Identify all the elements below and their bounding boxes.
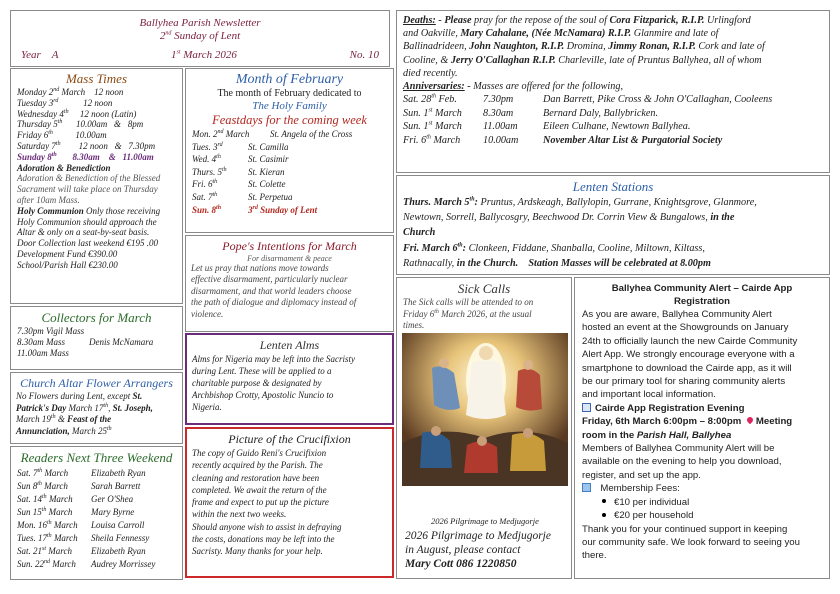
- fee-item: €10 per individual: [582, 496, 822, 509]
- mass-row: Wednesday 4th 12 noon (Latin): [17, 108, 137, 119]
- reader-date: Mon. 16th March: [17, 520, 78, 530]
- sunday-title: 2nd Sunday of Lent: [159, 30, 241, 42]
- reader-date: Sat. 21st March: [17, 546, 72, 556]
- adoration-line: Adoration & Benediction of the Blessed: [17, 173, 161, 184]
- crucifixion-line: the costs, donations may be left into the: [192, 534, 335, 545]
- reader-name: Mary Byrne: [91, 507, 135, 517]
- february-title: Month of February: [235, 72, 344, 87]
- feasts-list: [192, 128, 387, 216]
- anniversary-time: 11.00am: [483, 121, 518, 133]
- collectors-box: [10, 306, 183, 370]
- anniversary-date: Sat. 28th Feb.: [403, 93, 457, 106]
- pope-title: Pope's Intentions for March: [222, 239, 357, 253]
- feast-row: [192, 153, 387, 166]
- alms-line: during Lent. These will be applied to a: [192, 366, 332, 376]
- reader-row: [17, 467, 176, 480]
- sick-calls-box: [396, 277, 572, 579]
- collection-row: Development Fund €390.00: [17, 248, 118, 259]
- crucifixion-line: Should anyone wish to assist in defraying: [192, 521, 342, 532]
- collectors-row: 11.00am Mass: [17, 347, 69, 358]
- anniversary-time: 7.30pm: [483, 94, 514, 106]
- february-box: [185, 68, 394, 233]
- reader-date: Sun 15th March: [17, 507, 73, 517]
- sick-line: times.: [403, 320, 425, 330]
- transfiguration-painting: [402, 333, 568, 486]
- fee-item: €20 per household: [582, 509, 822, 522]
- collectors-row: 7.30pm Vigil Mass: [17, 326, 85, 336]
- alms-line: Alms for Nigeria may be left into the Sacristy: [192, 354, 355, 364]
- feast-row: [192, 178, 387, 191]
- feast-row: [192, 166, 387, 179]
- flowers-title: Church Altar Flower Arrangers: [20, 376, 173, 390]
- reader-date: Sat. 7th March: [17, 468, 69, 478]
- newsletter-title: Ballyhea Parish Newsletter: [139, 17, 261, 29]
- pope-line: disarmament, and that world leaders choose: [191, 285, 352, 296]
- communion-line: Altar & only on a seat-by-seat basis.: [17, 227, 150, 238]
- pilgrimage-text: 2026 Pilgrimage to Medjugorje in August, please contact Mary Cott 086 1220850: [405, 530, 551, 570]
- crucifixion-line: frame and expect to put up the picture: [192, 497, 329, 508]
- pope-line: the path of dialogue and diplomacy instead of: [191, 297, 357, 308]
- feast-row: [192, 191, 387, 204]
- mass-row-sunday: Sunday 8th 8.30am & 11.00am: [17, 151, 154, 162]
- anniversary-name: November Altar List & Purgatorial Society: [543, 135, 723, 146]
- pope-line: violence.: [191, 308, 224, 319]
- alert-title: Ballyhea Community Alert – Cairde App Registration: [611, 283, 793, 307]
- feast-date: Wed. 4th: [192, 154, 221, 165]
- issue-number: No. 10: [349, 49, 379, 61]
- alms-title: Lenten Alms: [259, 338, 320, 352]
- anniversary-row: [403, 120, 823, 134]
- anniversary-row: [403, 93, 823, 107]
- header-box: [10, 10, 390, 67]
- adoration-line: after 10am Mass.: [17, 194, 80, 205]
- crucifixion-line: within the next two weeks.: [192, 509, 287, 520]
- transfiguration-image: [402, 333, 568, 486]
- reader-row: [17, 519, 176, 532]
- sick-title: Sick Calls: [457, 281, 511, 296]
- feast-row: [192, 204, 387, 217]
- feast-date: Thurs. 5th: [192, 166, 227, 177]
- pope-line: Let us pray that nations move towards: [191, 263, 329, 273]
- card-icon: [582, 483, 591, 492]
- reader-name: Elizabeth Ryan: [91, 468, 146, 478]
- february-dedicated: The month of February dedicated to: [217, 88, 362, 99]
- pope-line: effective disarmament, particularly nuclear: [191, 274, 348, 285]
- stations-title: Lenten Stations: [572, 179, 654, 194]
- crucifixion-line: recently acquired by the Parish. The: [192, 460, 323, 471]
- adoration-line: Sacrament will take place on Thursday: [17, 184, 158, 195]
- feast-name: St. Angela of the Cross: [270, 129, 353, 139]
- anniversary-date: Sun. 1st March: [403, 107, 462, 119]
- sick-line: The Sick calls will be attended to on: [403, 297, 534, 307]
- flowers-box: [10, 372, 183, 444]
- adoration-title: Adoration & Benediction: [17, 162, 111, 173]
- holy-family: The Holy Family: [252, 100, 327, 112]
- readers-title: Readers Next Three Weekend: [20, 450, 173, 465]
- feast-date: Sun. 8th: [192, 204, 222, 215]
- feast-row: [192, 128, 387, 141]
- crucifixion-line: cleaning and restoration have been: [192, 472, 320, 483]
- feast-name: 3rd Sunday of Lent: [248, 204, 318, 215]
- reader-name: Ger O'Shea: [91, 494, 134, 504]
- mass-times-title: Mass Times: [65, 71, 128, 86]
- reader-row: [17, 532, 176, 545]
- feast-name: St. Camilla: [248, 141, 289, 152]
- readers-list: [17, 467, 176, 571]
- readers-box: [10, 446, 183, 580]
- calendar-icon: [582, 403, 591, 412]
- anniversary-time: 8.30am: [483, 107, 514, 119]
- anniversary-row: [403, 134, 823, 148]
- feast-date: Fri. 6th: [192, 179, 218, 190]
- feast-name: St. Perpetua: [248, 191, 293, 202]
- mass-row: Friday 6th 10.00am: [17, 130, 107, 141]
- crucifixion-line: completed. We await the return of the: [192, 484, 327, 495]
- location-pin-icon: [746, 416, 754, 424]
- feast-name: St. Kieran: [248, 166, 285, 177]
- communion-line: Holy Communion should approach the: [17, 216, 157, 227]
- anniversary-date: Fri. 6th March: [403, 134, 461, 146]
- reader-name: Audrey Morrissey: [91, 559, 156, 569]
- issue-date: 1st March 2026: [171, 49, 237, 61]
- feast-date: Mon. 2nd March: [192, 129, 250, 139]
- alms-line: Nigeria.: [192, 402, 222, 412]
- reader-date: Sat. 14th March: [17, 494, 73, 504]
- pope-box: [185, 235, 394, 332]
- reader-row: [17, 493, 176, 506]
- pilgrimage-caption: 2026 Pilgrimage to Medjugorje: [402, 516, 568, 526]
- crucifixion-line: Sacristy. Many thanks for your help.: [192, 546, 323, 557]
- anniversary-name: Eileen Culhane, Newtown Ballyhea.: [543, 121, 691, 133]
- alms-box: [185, 333, 394, 425]
- reader-row: [17, 506, 176, 519]
- communion-line: Holy Communion Only those receiving: [17, 205, 161, 216]
- mass-row: Thursday 5th 10.00am & 8pm: [17, 119, 144, 130]
- anniversary-name: Bernard Daly, Ballybricken.: [543, 107, 659, 119]
- alert-body: As you are aware, Ballyhea Community Alert hosted an event at the Showgrounds on January 24th to officially launch the new Cairde Community Alert App. We strongly encourage everyone with a smartphone to download the Cairde app, as it will be our primary tool for sharing community alerts and important local information. Cairde App Registration Evening Friday, 6th March 6:00pm – 8:00pm Meeting room in the Parish Hall, Ballyhea Members of Ballyhea Community Alert will be available on the evening to help you download, register, and set up the app. Membership Fees: €10 per individual €20 per household Thank you for your continued support in keeping our community safe. We look forward to seeing you there.: [582, 308, 822, 563]
- feasts-title: Feastdays for the coming week: [212, 113, 367, 127]
- deaths-box: [396, 10, 830, 173]
- reader-row: [17, 480, 176, 493]
- anniversary-date: Sun. 1st March: [403, 121, 462, 133]
- stations-box: [396, 175, 830, 275]
- crucifixion-title: Picture of the Crucifixion: [228, 432, 351, 446]
- reader-name: Sheila Fennessy: [91, 533, 150, 543]
- mass-row: Monday 2nd March 12 noon: [17, 87, 124, 97]
- feast-row: [192, 141, 387, 154]
- crucifixion-box: [185, 427, 394, 578]
- collectors-title: Collectors for March: [41, 310, 152, 325]
- anniversary-time: 10.00am: [483, 135, 519, 146]
- feast-name: St. Casimir: [248, 154, 289, 165]
- reader-name: Sarah Barrett: [91, 481, 141, 491]
- mass-row: Tuesday 3rd 12 noon: [17, 97, 113, 108]
- pope-subtitle: For disarmament & peace: [247, 254, 332, 263]
- reader-date: Tues. 17th March: [17, 533, 78, 543]
- collection-row: School/Parish Hall €230.00: [17, 259, 118, 270]
- mass-times-list: [17, 87, 176, 271]
- alms-line: Archbishop Crotty, Apostolic Nuncio to: [192, 390, 334, 400]
- mass-times-box: [10, 68, 183, 304]
- reader-row: [17, 545, 176, 558]
- reader-name: Louisa Carroll: [91, 520, 145, 530]
- feast-date: Tues. 3rd: [192, 141, 223, 152]
- alms-line: charitable purpose & designated by: [192, 378, 322, 388]
- deaths-text: Deaths: - Please pray for the repose of the soul of Cora Fitzparick, R.I.P. Urlingford and Oakville, Mary Cahalane, (Née McNamara) R.I.P. Glanmire and late of Ballinadrideen, John Naughton, R.I.P. Dromina, Jimmy Ronan, R.I.P. Cork and late of Cooline, & Jerry O'Callaghan R.I.P. Charleville, late of Pruntus Ballyhea, all of whom died recently. Anniversaries: - Masses are offered for the following,: [403, 15, 765, 93]
- anniversaries-list: [403, 93, 823, 147]
- crucifixion-line: The copy of Guido Reni's Crucifixion: [192, 448, 327, 458]
- reader-date: Sun 8th March: [17, 481, 68, 491]
- sick-line: Friday 6th March 2026, at the usual: [403, 308, 532, 319]
- reader-row: [17, 558, 176, 571]
- reader-date: Sun. 22nd March: [17, 559, 76, 569]
- year-label: Year A: [21, 49, 59, 61]
- anniversary-name: Dan Barrett, Pike Cross & John O'Callaghan, Cooleens: [543, 94, 773, 106]
- mass-row: Saturday 7th 12 noon & 7.30pm: [17, 140, 156, 151]
- collection-row: Door Collection last weekend €195 .00: [17, 238, 158, 249]
- collectors-row: 8.30am Mass Denis McNamara: [17, 336, 154, 347]
- flowers-text: No Flowers during Lent, except St. Patrick's Day March 17th, St. Joseph, March 19th & Feast of the Annunciation, March 25th: [16, 391, 153, 436]
- anniversary-row: [403, 107, 823, 121]
- feast-date: Sat. 7th: [192, 191, 218, 202]
- feast-name: St. Colette: [248, 179, 286, 190]
- reader-name: Elizabeth Ryan: [91, 546, 146, 556]
- stations-text: Thurs. March 5th: Pruntus, Ardskeagh, Ballylopin, Gurrane, Knightsgrove, Glanmore, Newtown, Sorrell, Ballycosgry, Beechwood Dr. Corrin View & Bungalows, in the Church Fri. March 6th: Clonkeen, Fiddane, Shanballa, Cooline, Miltown, Kiltass, Rathnacally, in the Church. Station Masses will be celebrated at 8.00pm: [403, 196, 757, 269]
- community-alert-box: [574, 277, 830, 579]
